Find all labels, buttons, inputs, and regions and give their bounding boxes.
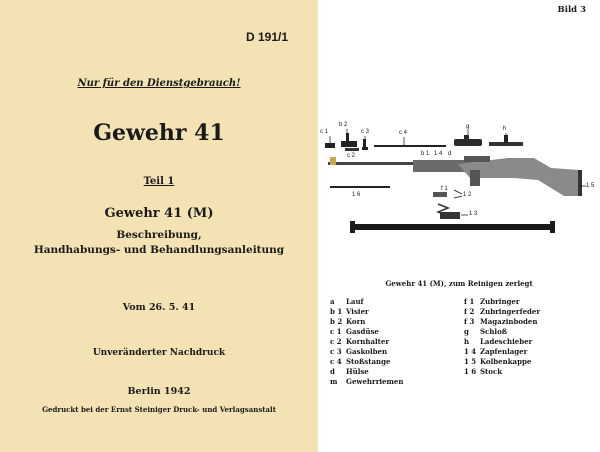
part-bolt: [454, 135, 482, 146]
cover-subtitle: Gewehr 41 (M): [104, 206, 214, 221]
legend-item: c 4 Stoßstange: [330, 357, 391, 366]
label-b1: b 1: [421, 151, 430, 157]
document-id: D 191/1: [245, 30, 288, 44]
legend-item: b 1 Visier: [330, 307, 369, 316]
legend-item: 1 4 Zapfenlager: [464, 347, 528, 356]
part-gas-piston: [362, 139, 368, 150]
figure-caption: Gewehr 41 (M), zum Reinigen zerlegt: [385, 279, 533, 288]
figure-page: [318, 0, 600, 452]
part-loading-slide: [489, 135, 523, 146]
label-14: 1 4: [434, 151, 443, 157]
label-h: h: [503, 126, 507, 132]
legend-item: h Ladeschieber: [464, 337, 533, 346]
legend-item: a Lauf: [330, 297, 364, 306]
legend-item: m Gewehrriemen: [330, 377, 404, 386]
part-magazine-floorplate: [440, 212, 460, 219]
label-16: 1 6: [352, 192, 361, 198]
legend-item: c 3 Gaskolben: [330, 347, 388, 356]
part-sight-holder: [345, 148, 359, 151]
label-d: d: [448, 151, 452, 157]
description-line-1: Beschreibung,: [116, 229, 202, 241]
description-line-2: Handhabungs- und Behandlungsanleitung: [33, 244, 285, 256]
label-15: 1 5: [586, 183, 595, 189]
part-gas-nozzle: [325, 143, 335, 148]
label-c3: c 3: [361, 129, 370, 135]
part-operating-rod: [374, 145, 446, 147]
legend-item: f 3 Magazinboden: [464, 317, 538, 326]
label-c2: c 2: [347, 153, 356, 159]
part-number: Teil 1: [143, 176, 175, 187]
part-cleaning-rod: [330, 186, 390, 188]
city-year: Berlin 1942: [127, 386, 191, 397]
label-c4: c 4: [399, 130, 408, 136]
label-b2: b 2: [339, 122, 348, 128]
legend-item: d Hülse: [330, 367, 369, 376]
legend-item: f 1 Zubringer: [464, 297, 520, 306]
label-c1: c 1: [320, 129, 329, 135]
part-rifle-body: [328, 156, 582, 196]
legend-item: c 2 Kornhalter: [330, 337, 390, 346]
restriction-notice: Nur für den Dienstgebrauch!: [77, 78, 241, 89]
reprint-note: Unveränderter Nachdruck: [92, 348, 226, 358]
cover-title: Gewehr 41: [93, 120, 225, 146]
label-g: g: [466, 124, 470, 130]
legend-item: b 2 Korn: [330, 317, 366, 326]
label-12: 1 2: [463, 192, 472, 198]
part-front-sight: [341, 133, 357, 147]
label-13: 1 3: [469, 211, 478, 217]
legend-item: f 2 Zubringerfeder: [464, 307, 541, 316]
label-f1: f 1: [441, 186, 448, 192]
issue-date: Vom 26. 5. 41: [122, 302, 196, 313]
legend-item: 1 6 Stock: [464, 367, 503, 376]
figure-number: Bild 3: [557, 5, 586, 15]
part-magazine-follower: [433, 192, 447, 197]
rifle-disassembly-diagram: [318, 0, 600, 270]
legend-item: 1 5 Kolbenkappe: [464, 357, 532, 366]
legend-item: c 1 Gasdüse: [330, 327, 379, 336]
printer-note: Gedruckt bei der Ernst Steiniger Druck- und Verlagsanstalt: [42, 405, 276, 414]
part-rifle-sling: [350, 221, 555, 233]
legend-item: g Schloß: [464, 327, 508, 336]
